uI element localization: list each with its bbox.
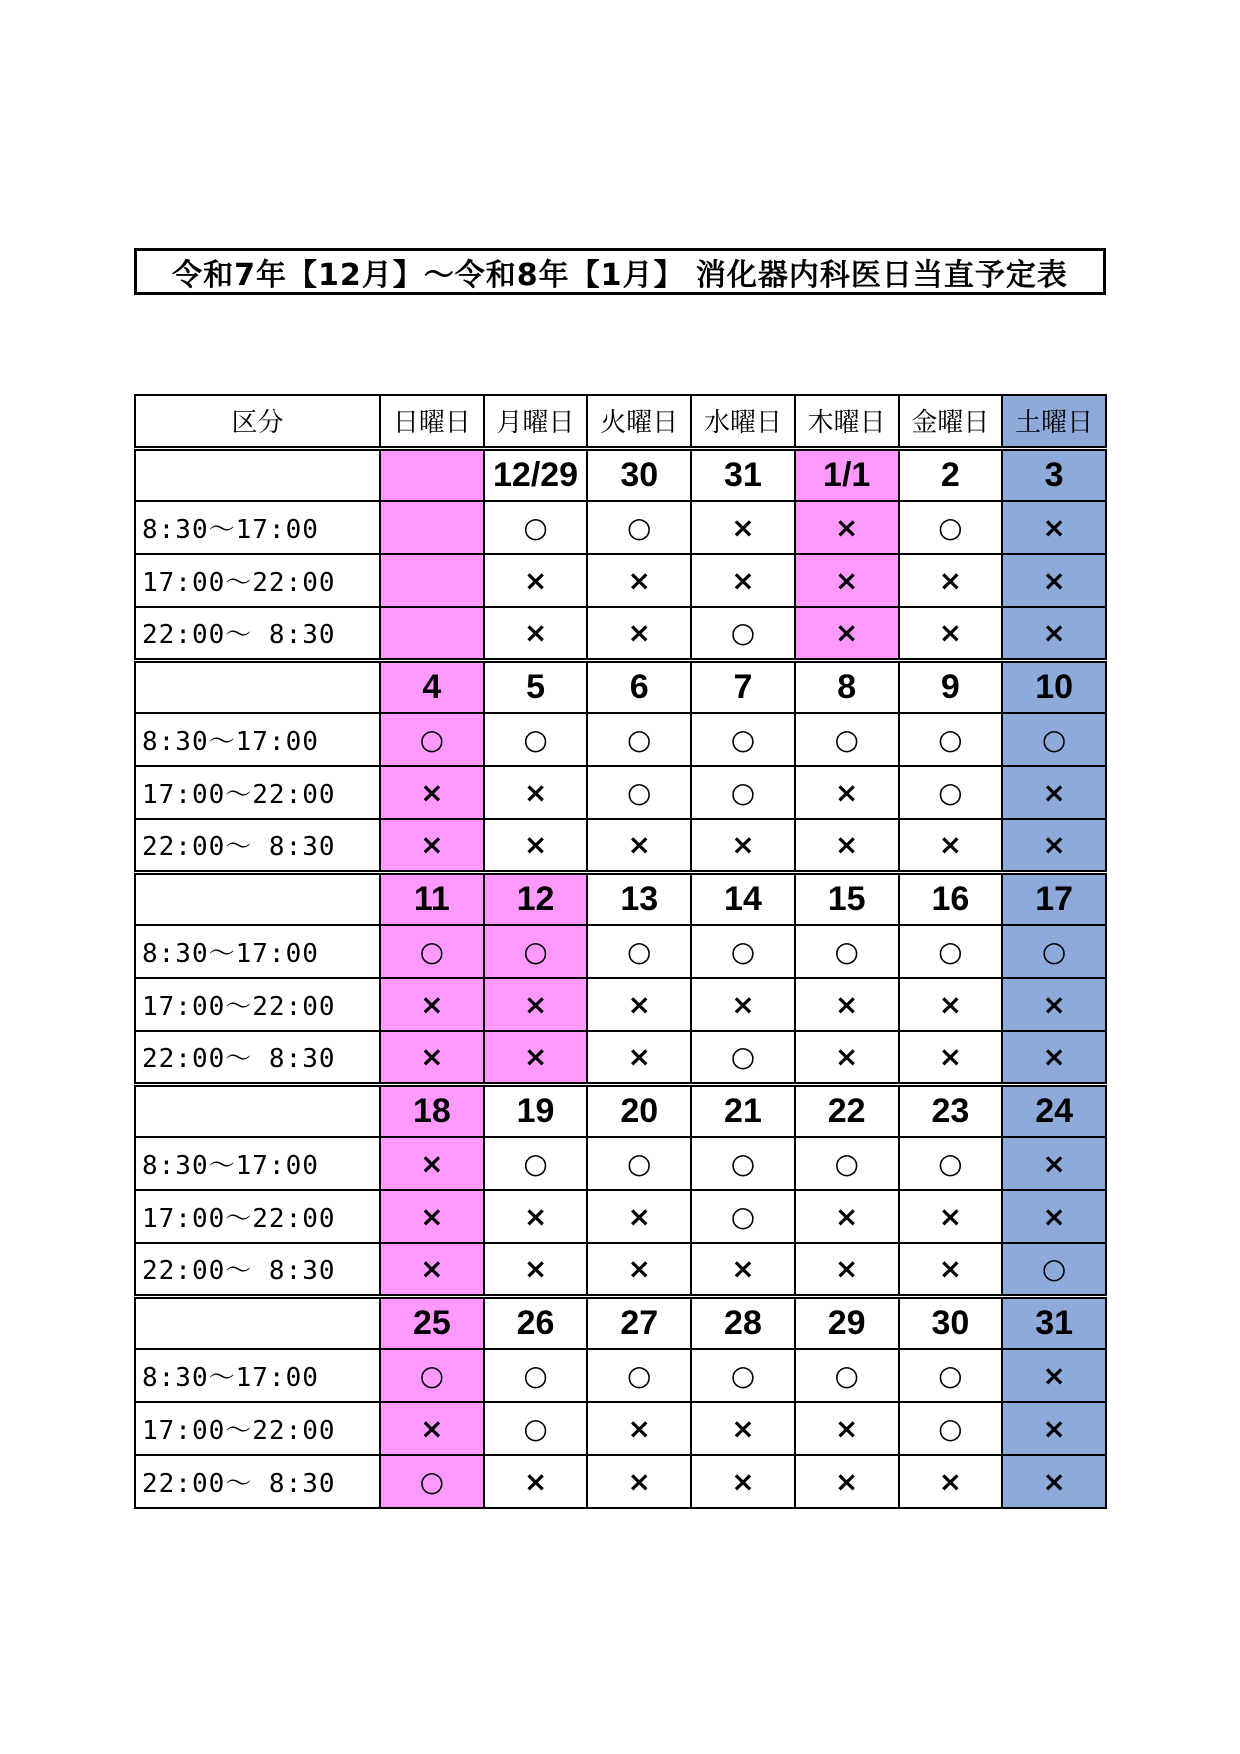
header-day-fri: 金曜日 [899, 395, 1003, 448]
available-mark: ○ [899, 766, 1003, 819]
header-day-sun: 日曜日 [380, 395, 484, 448]
available-mark: ○ [380, 1349, 484, 1402]
unavailable-mark: × [380, 1243, 484, 1296]
slot-row [135, 1402, 1106, 1455]
available-mark: ○ [899, 1137, 1003, 1190]
available-mark: ○ [587, 925, 691, 978]
unavailable-mark: × [795, 1402, 899, 1455]
available-mark: ○ [587, 766, 691, 819]
unavailable-mark: × [691, 501, 795, 554]
date-cell: 4 [380, 660, 484, 713]
unavailable-mark: × [899, 1190, 1003, 1243]
available-mark: ○ [899, 925, 1003, 978]
page-title: 令和7年【12月】～令和8年【1月】 消化器内科医日当直予定表 [134, 248, 1106, 295]
week-date-row [135, 660, 1106, 713]
time-slot-label: 17:00～22:00 [135, 1402, 380, 1455]
unavailable-mark: × [1002, 501, 1106, 554]
available-mark: ○ [691, 766, 795, 819]
unavailable-mark: × [380, 766, 484, 819]
week-label-cell [135, 1296, 380, 1349]
unavailable-mark: × [587, 1402, 691, 1455]
empty-cell [380, 501, 484, 554]
week-date-row [135, 1084, 1106, 1137]
date-cell: 26 [484, 1296, 588, 1349]
header-row [135, 395, 1106, 448]
unavailable-mark: × [795, 1243, 899, 1296]
slot-row [135, 1349, 1106, 1402]
unavailable-mark: × [1002, 1190, 1106, 1243]
slot-row [135, 713, 1106, 766]
week-date-row [135, 872, 1106, 925]
slot-row [135, 978, 1106, 1031]
unavailable-mark: × [795, 1031, 899, 1084]
unavailable-mark: × [1002, 766, 1106, 819]
available-mark: ○ [484, 1137, 588, 1190]
date-cell: 30 [899, 1296, 1003, 1349]
unavailable-mark: × [1002, 1402, 1106, 1455]
time-slot-label: 22:00～ 8:30 [135, 607, 380, 660]
unavailable-mark: × [587, 1031, 691, 1084]
available-mark: ○ [587, 501, 691, 554]
unavailable-mark: × [795, 554, 899, 607]
date-cell: 18 [380, 1084, 484, 1137]
unavailable-mark: × [1002, 1349, 1106, 1402]
unavailable-mark: × [691, 819, 795, 872]
date-cell: 17 [1002, 872, 1106, 925]
unavailable-mark: × [380, 1402, 484, 1455]
available-mark: ○ [795, 1349, 899, 1402]
slot-row [135, 1137, 1106, 1190]
header-day-wed: 水曜日 [691, 395, 795, 448]
unavailable-mark: × [380, 1190, 484, 1243]
unavailable-mark: × [484, 554, 588, 607]
available-mark: ○ [380, 713, 484, 766]
available-mark: ○ [691, 607, 795, 660]
available-mark: ○ [691, 1031, 795, 1084]
date-cell: 1/1 [795, 448, 899, 501]
unavailable-mark: × [795, 1190, 899, 1243]
date-cell: 9 [899, 660, 1003, 713]
date-cell: 12/29 [484, 448, 588, 501]
header-day-sat: 土曜日 [1002, 395, 1106, 448]
unavailable-mark: × [587, 978, 691, 1031]
unavailable-mark: × [899, 978, 1003, 1031]
week-date-row [135, 1296, 1106, 1349]
date-cell: 22 [795, 1084, 899, 1137]
unavailable-mark: × [587, 1455, 691, 1508]
time-slot-label: 22:00～ 8:30 [135, 1031, 380, 1084]
unavailable-mark: × [899, 554, 1003, 607]
unavailable-mark: × [380, 1031, 484, 1084]
unavailable-mark: × [1002, 1031, 1106, 1084]
date-cell: 16 [899, 872, 1003, 925]
date-cell: 23 [899, 1084, 1003, 1137]
available-mark: ○ [484, 501, 588, 554]
date-cell [380, 448, 484, 501]
unavailable-mark: × [795, 501, 899, 554]
week-label-cell [135, 872, 380, 925]
date-cell: 30 [587, 448, 691, 501]
unavailable-mark: × [484, 1243, 588, 1296]
available-mark: ○ [1002, 1243, 1106, 1296]
date-cell: 3 [1002, 448, 1106, 501]
duty-schedule-table [134, 394, 1107, 1509]
available-mark: ○ [380, 925, 484, 978]
slot-row [135, 554, 1106, 607]
unavailable-mark: × [1002, 607, 1106, 660]
date-cell: 13 [587, 872, 691, 925]
date-cell: 31 [691, 448, 795, 501]
unavailable-mark: × [899, 819, 1003, 872]
available-mark: ○ [484, 925, 588, 978]
unavailable-mark: × [899, 1455, 1003, 1508]
available-mark: ○ [795, 925, 899, 978]
date-cell: 8 [795, 660, 899, 713]
unavailable-mark: × [795, 607, 899, 660]
date-cell: 21 [691, 1084, 795, 1137]
date-cell: 11 [380, 872, 484, 925]
available-mark: ○ [1002, 713, 1106, 766]
weeks-body [135, 448, 1106, 1508]
date-cell: 24 [1002, 1084, 1106, 1137]
unavailable-mark: × [1002, 978, 1106, 1031]
date-cell: 25 [380, 1296, 484, 1349]
available-mark: ○ [899, 1402, 1003, 1455]
week-date-row [135, 448, 1106, 501]
date-cell: 27 [587, 1296, 691, 1349]
unavailable-mark: × [795, 819, 899, 872]
date-cell: 2 [899, 448, 1003, 501]
time-slot-label: 17:00～22:00 [135, 554, 380, 607]
available-mark: ○ [1002, 925, 1106, 978]
unavailable-mark: × [691, 1455, 795, 1508]
unavailable-mark: × [691, 978, 795, 1031]
available-mark: ○ [587, 1137, 691, 1190]
unavailable-mark: × [484, 766, 588, 819]
time-slot-label: 8:30～17:00 [135, 501, 380, 554]
unavailable-mark: × [587, 1243, 691, 1296]
available-mark: ○ [691, 1190, 795, 1243]
unavailable-mark: × [691, 1402, 795, 1455]
unavailable-mark: × [484, 819, 588, 872]
time-slot-label: 17:00～22:00 [135, 766, 380, 819]
slot-row [135, 925, 1106, 978]
available-mark: ○ [484, 1402, 588, 1455]
date-cell: 10 [1002, 660, 1106, 713]
time-slot-label: 22:00～ 8:30 [135, 819, 380, 872]
unavailable-mark: × [899, 1031, 1003, 1084]
slot-row [135, 1190, 1106, 1243]
available-mark: ○ [899, 501, 1003, 554]
unavailable-mark: × [484, 1455, 588, 1508]
unavailable-mark: × [795, 1455, 899, 1508]
unavailable-mark: × [795, 978, 899, 1031]
available-mark: ○ [691, 925, 795, 978]
slot-row [135, 819, 1106, 872]
unavailable-mark: × [1002, 1455, 1106, 1508]
unavailable-mark: × [587, 607, 691, 660]
unavailable-mark: × [484, 1031, 588, 1084]
slot-row [135, 501, 1106, 554]
slot-row [135, 1455, 1106, 1508]
empty-cell [380, 607, 484, 660]
week-label-cell [135, 660, 380, 713]
available-mark: ○ [691, 1137, 795, 1190]
date-cell: 19 [484, 1084, 588, 1137]
available-mark: ○ [899, 713, 1003, 766]
unavailable-mark: × [380, 819, 484, 872]
slot-row [135, 1243, 1106, 1296]
available-mark: ○ [587, 713, 691, 766]
unavailable-mark: × [587, 1190, 691, 1243]
date-cell: 7 [691, 660, 795, 713]
time-slot-label: 8:30～17:00 [135, 925, 380, 978]
header-day-mon: 月曜日 [484, 395, 588, 448]
unavailable-mark: × [380, 1137, 484, 1190]
available-mark: ○ [795, 713, 899, 766]
unavailable-mark: × [484, 1190, 588, 1243]
available-mark: ○ [691, 713, 795, 766]
header-day-tue: 火曜日 [587, 395, 691, 448]
unavailable-mark: × [1002, 554, 1106, 607]
slot-row [135, 766, 1106, 819]
unavailable-mark: × [587, 554, 691, 607]
available-mark: ○ [380, 1455, 484, 1508]
date-cell: 20 [587, 1084, 691, 1137]
unavailable-mark: × [484, 607, 588, 660]
date-cell: 29 [795, 1296, 899, 1349]
available-mark: ○ [691, 1349, 795, 1402]
unavailable-mark: × [899, 1243, 1003, 1296]
header-kubun: 区分 [135, 395, 380, 448]
unavailable-mark: × [1002, 819, 1106, 872]
unavailable-mark: × [795, 766, 899, 819]
date-cell: 5 [484, 660, 588, 713]
available-mark: ○ [484, 1349, 588, 1402]
date-cell: 12 [484, 872, 588, 925]
week-label-cell [135, 1084, 380, 1137]
unavailable-mark: × [380, 978, 484, 1031]
time-slot-label: 22:00～ 8:30 [135, 1243, 380, 1296]
empty-cell [380, 554, 484, 607]
week-label-cell [135, 448, 380, 501]
date-cell: 6 [587, 660, 691, 713]
available-mark: ○ [899, 1349, 1003, 1402]
unavailable-mark: × [1002, 1137, 1106, 1190]
slot-row [135, 1031, 1106, 1084]
unavailable-mark: × [484, 978, 588, 1031]
date-cell: 28 [691, 1296, 795, 1349]
unavailable-mark: × [691, 1243, 795, 1296]
slot-row [135, 607, 1106, 660]
unavailable-mark: × [691, 554, 795, 607]
unavailable-mark: × [587, 819, 691, 872]
date-cell: 15 [795, 872, 899, 925]
available-mark: ○ [795, 1137, 899, 1190]
available-mark: ○ [484, 713, 588, 766]
time-slot-label: 8:30～17:00 [135, 713, 380, 766]
date-cell: 14 [691, 872, 795, 925]
time-slot-label: 8:30～17:00 [135, 1137, 380, 1190]
unavailable-mark: × [899, 607, 1003, 660]
time-slot-label: 17:00～22:00 [135, 1190, 380, 1243]
date-cell: 31 [1002, 1296, 1106, 1349]
time-slot-label: 22:00～ 8:30 [135, 1455, 380, 1508]
time-slot-label: 8:30～17:00 [135, 1349, 380, 1402]
time-slot-label: 17:00～22:00 [135, 978, 380, 1031]
header-day-thu: 木曜日 [795, 395, 899, 448]
available-mark: ○ [587, 1349, 691, 1402]
